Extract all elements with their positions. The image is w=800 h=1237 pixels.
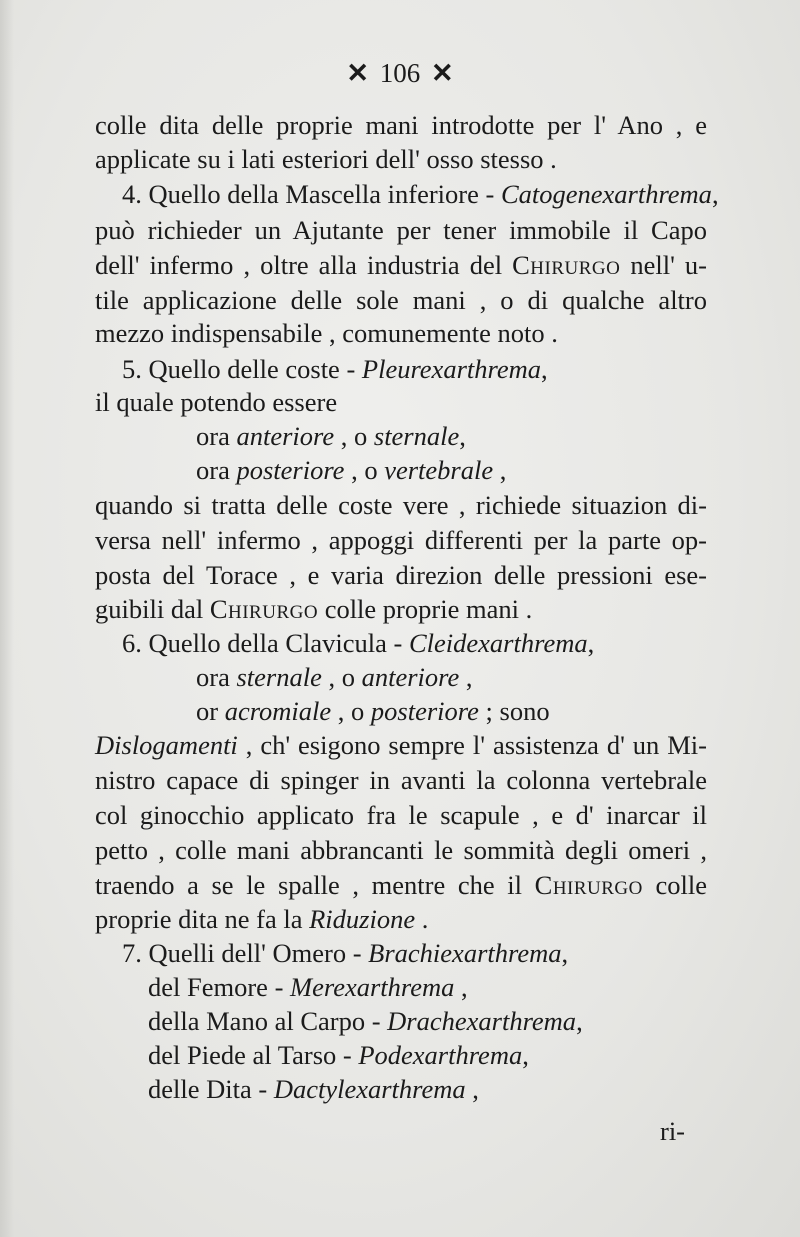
text-line: posta del Torace , e varia direzion delle pressioni ese- [95, 560, 707, 590]
text-line: del Femore - Merexarthrema , [148, 972, 468, 1002]
text-line: or acromiale , o posteriore ; sono [196, 696, 550, 726]
term: Merexarthrema [290, 972, 455, 1002]
text-line: 4. Quello della Mascella inferiore - Catogenexarthrema, [122, 179, 719, 209]
text-line: ora sternale , o anteriore , [196, 662, 473, 692]
text-line: proprie dita ne fa la Riduzione . [95, 904, 429, 934]
text-line: 7. Quelli dell' Omero - Brachiexarthrema, [122, 938, 569, 968]
text-line: del Piede al Tarso - Podexarthrema, [148, 1040, 529, 1070]
text-line: delle Dita - Dactylexarthrema , [148, 1074, 479, 1104]
term: Dislogamenti [95, 730, 238, 760]
catchword: ri- [660, 1116, 686, 1146]
text-line: guibili dal Chirurgo colle proprie mani . [95, 594, 533, 624]
text-line: petto , colle mani abbrancanti le sommità degli omeri , [95, 835, 707, 865]
term: Podexarthrema [358, 1040, 523, 1070]
small-caps-word: Chirurgo [209, 594, 319, 624]
small-caps-word: Chirurgo [512, 250, 621, 280]
text-line: col ginocchio applicato fra le scapule , e d' inarcar il [95, 800, 707, 830]
text-line: quando si tratta delle coste vere , richiede situazion di- [95, 490, 707, 520]
page-header [0, 58, 800, 89]
text-line: dell' infermo , oltre alla industria del Chirurgo nell' u- [95, 250, 707, 280]
text-line: della Mano al Carpo - Drachexarthrema, [148, 1006, 583, 1036]
text-line: nistro capace di spinger in avanti la colonna vertebrale [95, 765, 707, 795]
text-line: 6. Quello della Clavicula - Cleidexarthrema, [122, 628, 595, 658]
text-line: il quale potendo essere [95, 387, 338, 417]
term: Cleidexarthrema [409, 628, 588, 658]
text-line: ora anteriore , o sternale, [196, 421, 466, 451]
text-line: applicate su i lati esteriori dell' osso stesso . [95, 144, 557, 174]
term: Pleurexarthrema [361, 354, 541, 384]
text-line: Dislogamenti , ch' esigono sempre l' assistenza d' un Mi- [95, 730, 707, 760]
ornament-right-icon: ✕ [431, 58, 454, 88]
term: Drachexarthrema [387, 1006, 577, 1036]
page-edge-shadow [0, 0, 14, 1237]
text-line: traendo a se le spalle , mentre che il Chirurgo colle [95, 870, 708, 900]
text-line: 5. Quello delle coste - Pleurexarthrema, [122, 354, 548, 384]
text-line: colle dita delle proprie mani introdotte per l' Ano , e [95, 110, 707, 140]
page-number: 106 [379, 58, 421, 88]
text-line: tile applicazione delle sole mani , o di qualche altro [95, 285, 707, 315]
ornament-left-icon: ✕ [346, 58, 369, 88]
term: Riduzione [309, 904, 416, 934]
text-line: ora posteriore , o vertebrale , [196, 455, 507, 485]
term: Catogenexarthrema [500, 179, 712, 209]
text-line: mezzo indispensabile , comunemente noto . [95, 318, 558, 348]
text-line: può richieder un Ajutante per tener immobile il Capo [95, 215, 707, 245]
text-line: versa nell' infermo , appoggi differenti per la parte op- [95, 525, 707, 555]
term: Brachiexarthrema [368, 938, 562, 968]
term: Dactylexarthrema [273, 1074, 466, 1104]
small-caps-word: Chirurgo [534, 870, 643, 900]
